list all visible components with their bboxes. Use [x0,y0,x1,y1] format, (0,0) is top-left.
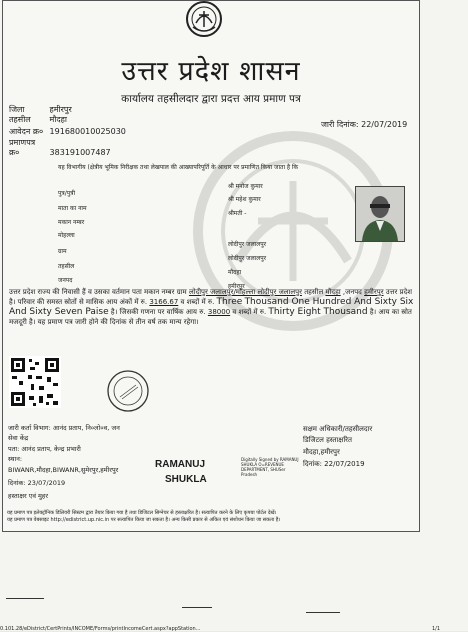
field-label: पुत्र/पुत्री [58,190,76,197]
digital-signature-details: Digitally Signed by RAMANUJ SHUKLA O=REVENUE DEPARTMENT, SHUSer Pradesh [241,457,299,477]
monthly-income-number: 3166.67 [149,298,179,306]
meta-value: 383191007487 [49,148,111,157]
field-label: तहसील [58,263,75,270]
body-text: ,जनपद [342,288,362,296]
meta-label: प्रमाणपत्र क्र० [9,138,36,157]
body-district: हमीरपुर [364,288,384,296]
issue-date: जारी दिनांक: 22/07/2019 [321,120,408,129]
authority-line: दिनांक: 22/07/2019 [303,460,365,468]
field-label: जनपद [58,277,73,284]
meta-label: जिला [9,105,25,114]
body-text: उत्तर प्रदेश है। परिवार की समस्त स्रोतों से मासिक आय अंकों में रु. [9,288,413,306]
issuer-line: जारी कर्ता विभाग: आनंद प्रताप, नि०लो०व, जन [8,424,120,432]
meta-label: आवेदन क्र० [9,127,44,136]
field-label: मकान नम्बर [58,219,85,226]
scan-mark [306,612,340,613]
field-value: लोदीपुर जलालपुर [228,255,267,262]
field-value: लोदीपुर जलालपुर [228,241,267,248]
meta-value: मौदहा [49,115,67,124]
digital-signature-name [155,457,207,487]
govt-title: उत्तर प्रदेश शासन [121,56,301,87]
meta-value: हमीरपुर [49,105,72,114]
authority-line: डिजिटल हस्ताक्षरित [303,436,352,444]
annual-income-number: 38000 [207,308,231,316]
body-text: व शब्दों में रु. [180,298,215,306]
body-tehsil: मौदहा [325,288,341,296]
field-value: हमीरपुर [228,283,245,290]
meta-district [9,105,72,115]
print-url: 0.101.28/eDistrict/CertPrints/INCOME/Forms/printIncomeCert.aspx?appStation... [0,626,201,632]
signature-line: RAMANUJ [155,459,205,470]
field-value: श्री महेश कुमार [228,196,261,203]
field-value: मौदहा [228,269,242,276]
signature-line: SHUKLA [165,474,207,485]
issuer-line: सेवा केंद्र [8,434,29,442]
scan-mark [6,598,44,599]
footer-line: यह प्रमाण पत्र इलेक्ट्रॉनिक डिलिवरी सिस्टम द्वारा तैयार किया गया है तथा डिजिटल सिग्नेचर से हस्ताक्षरित है। सत्यापित करने के लिए कृपया पोर्टल देखें। [7,510,277,516]
issuer-line: BIWANR,मौदहा,BIWANR,सुमेरपुर,हमीरपुर [8,466,119,474]
person-photo-icon [356,187,404,241]
up-emblem-icon [179,1,229,41]
certificate-subtitle: कार्यालय तहसीलदार द्वारा प्रदत्त आय प्रमाण पत्र [121,93,301,105]
meta-value: 191680010025030 [49,127,126,136]
seal-stamp-icon [106,369,150,413]
issuer-line: स्थान: [8,455,23,463]
body-text: व शब्दों में रु. [232,308,267,316]
official-seal [106,369,150,413]
meta-label: तहसील [9,115,31,124]
page-number: 1/1 [432,626,441,632]
income-certificate [2,0,420,532]
body-text: है। आय का स्रोत मजदूरी है। यह प्रमाण पत्र जारी होने की दिनांक से तीन वर्ष तक मान्य रहेगा। [9,308,412,326]
authority-line: मौदहा,हमीरपुर [303,448,340,456]
authority-line: सक्षम अधिकारी/तहसीलदार [303,425,373,433]
field-label: ग्राम [58,248,67,255]
body-text: तहसील [304,288,324,296]
body-text: उत्तर प्रदेश राज्य की निवासी हैं व उसका वर्तमान पता मकान नम्बर ग्राम [9,288,187,296]
body-text: है। जिसकी गणना पर वार्षिक आय रु. [110,308,206,316]
intro-text: यह विभागीय (क्षेत्रीय भूमिक निरीक्षक तथा लेखपाल की आख्यापरिपूर्ति के आधार पर प्रमाणित किया जाता है कि [58,164,299,171]
footer-line: यह प्रमाण पत्र वेबसाइट http://edistrict.up.nic.in पर सत्यापित किया जा सकता है। अन्य किसी प्रकार से अंकित एवं संशोधन किया जा सकता है। [7,517,281,523]
certificate-footer [7,510,417,524]
applicant-photo [355,186,405,242]
monthly-income-words: Three [216,297,243,307]
field-value: श्री मनोज कुमार [228,183,263,190]
meta-tehsil [9,115,67,125]
field-label: माता का नाम [58,205,87,212]
issuer-line: पता: आनंद प्रताप, केन्द्र प्रभारी [8,445,81,453]
certificate-body [9,287,415,327]
annual-income-words: Thirty Eight Thousand [268,307,368,317]
body-address: लोदीपुर जलालपुर/मोहल्ला लोदीपुर जलालपुर [188,288,302,296]
qr-code-icon [9,356,61,408]
issuer-line: हस्ताक्षर एवं मुहर [8,492,49,500]
meta-application-no [9,127,126,137]
issuer-line: दिनांक: 23/07/2019 [8,479,66,487]
meta-certificate-no [9,138,111,158]
field-value: श्रीमती - [228,210,247,217]
field-label: मोहल्ला [58,232,75,239]
monthly-income-words: Thousand One Hundred And Sixty Six And Sixty Seven Paise [9,297,414,317]
scan-mark [182,607,212,608]
